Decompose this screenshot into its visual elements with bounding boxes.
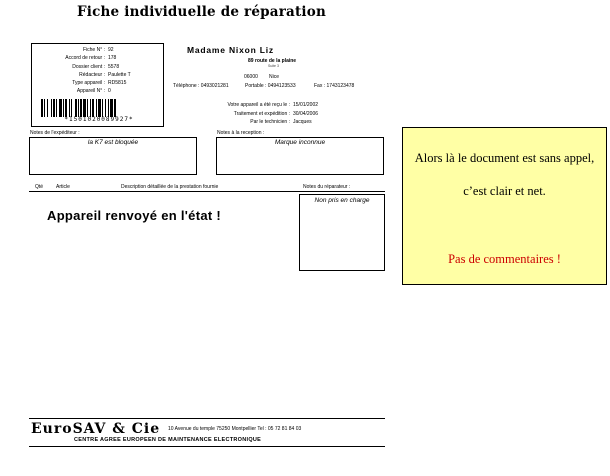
sender-notes-box	[29, 137, 197, 175]
column-article: Article	[56, 184, 70, 190]
info-value: RD5815	[108, 80, 127, 86]
technician-label: Par le technicien :	[250, 119, 290, 125]
company-address: 10 Avenue du temple 75250 Montpellier Tel : 05 72 81 84 03	[168, 426, 302, 432]
client-phone: Téléphone : 0493021281	[173, 83, 229, 89]
received-label: Votre appareil a été reçu le :	[227, 102, 290, 108]
info-key: Accord de retour :	[65, 55, 105, 61]
repairer-notes-box	[299, 194, 385, 271]
returned-as-is-notice: Appareil renvoyé en l'état !	[47, 208, 222, 223]
company-tagline: CENTRE AGREE EUROPEEN DE MAINTENANCE ELECTRONIQUE	[74, 437, 262, 443]
info-key: Rédacteur :	[79, 72, 105, 78]
info-value: Paulette T	[108, 72, 131, 78]
client-postcode: 06000	[244, 74, 258, 80]
client-name: Madame Nixon Liz	[187, 45, 274, 55]
repairer-notes-text: Non pris en charge	[314, 197, 370, 204]
footer-divider-bottom	[29, 446, 385, 447]
client-fax: Fax : 1743123478	[314, 83, 355, 89]
info-key: Type appareil :	[72, 80, 105, 86]
document-title: Fiche individuelle de réparation	[77, 4, 326, 20]
info-key: Fiche N° :	[82, 47, 105, 53]
received-date: 15/01/2002	[293, 102, 319, 108]
reception-notes-text: Marque inconnue	[274, 139, 326, 146]
barcode	[40, 99, 158, 117]
client-mobile: Portable : 0494123533	[245, 83, 296, 89]
client-address-2: Suite 3	[268, 64, 279, 68]
info-key: Appareil N° :	[76, 88, 105, 94]
client-city: Nice	[269, 74, 280, 80]
sender-notes-label: Notes de l'expéditeur :	[30, 130, 80, 136]
company-logo: EuroSAV & Cie	[31, 421, 161, 437]
comment-line-3: Pas de commentaires !	[448, 252, 561, 266]
info-key: Dossier client :	[72, 64, 105, 70]
technician-name: Jacques	[293, 119, 312, 125]
column-repairer-notes: Notes du réparateur :	[303, 184, 351, 190]
comment-box	[402, 127, 607, 285]
comment-line-1: Alors là le document est sans appel,	[414, 151, 595, 165]
reception-notes-label: Notes à la reception :	[217, 130, 265, 136]
comment-line-2: c’est clair et net.	[463, 184, 546, 198]
info-value: 5578	[108, 64, 120, 70]
header-divider	[29, 191, 385, 192]
sender-notes-text: la K7 est bloquée	[87, 139, 139, 146]
processing-label: Traitement et expédition :	[233, 111, 290, 117]
footer-divider-top	[29, 418, 385, 419]
reception-notes-box	[216, 137, 384, 175]
client-address: 89 route de la plaine	[248, 58, 297, 64]
column-description: Description détaillée de la prestation fournie	[121, 184, 219, 190]
info-value: 92	[108, 47, 114, 53]
barcode-number: *1501020089927*	[64, 116, 134, 123]
info-value: 0	[108, 88, 111, 94]
processing-date: 30/04/2006	[293, 111, 319, 117]
info-value: 178	[108, 55, 117, 61]
column-qty: Qté	[35, 184, 44, 190]
